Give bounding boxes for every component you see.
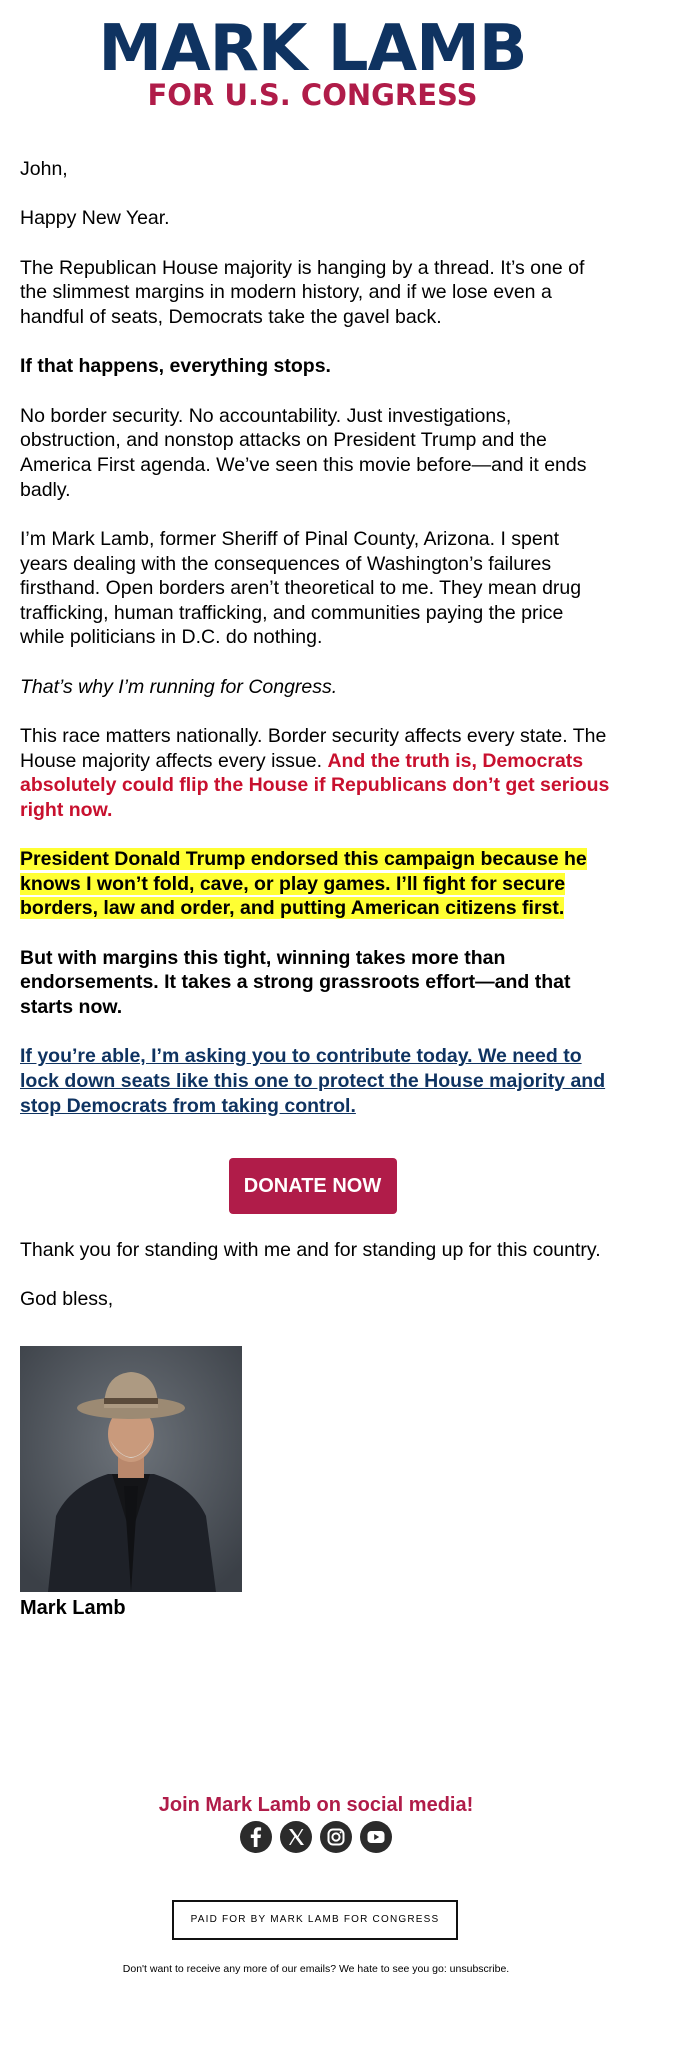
signature-name: Mark Lamb (20, 1597, 126, 1619)
candidate-photo (20, 1346, 242, 1592)
race-matters-text: This race matters nationally. Border security affects every state. The House majority affects every issue. (20, 725, 607, 772)
contribute-link[interactable]: If you’re able, I’m asking you to contribute today. We need to lock down seats like this one to protect the House majority and stop Democrats from taking control. (20, 1045, 606, 1117)
unsubscribe-link[interactable]: unsubscribe. (449, 1963, 510, 1975)
facebook-icon[interactable] (240, 1821, 272, 1853)
endorsement-highlight: President Donald Trump endorsed this campaign because he knows I won’t fold, cave, or play games. I’ll fight for secure borders, law and order, and putting American citizens first. (20, 848, 587, 920)
email-body (20, 157, 610, 1143)
signoff-line: God bless, (20, 1288, 114, 1311)
paragraph-border-security: No border security. No accountability. Just investigations, obstruction, and nonstop attacks on President Trump and the America First agenda. We’ve seen this movie before—and it ends badly. (20, 404, 587, 501)
paragraph-race-matters (20, 724, 610, 822)
unsubscribe-line (0, 1963, 632, 1975)
paragraph-endorsement (20, 847, 610, 921)
paragraph-majority: The Republican House majority is hanging by a thread. It’s one of the slimmest margins in modern history, and if we lose even a handful of seats, Democrats take the gavel back. (20, 256, 585, 328)
thanks-line: Thank you for standing with me and for standing up for this country. (20, 1239, 601, 1261)
instagram-icon[interactable] (320, 1821, 352, 1853)
paragraph-sheriff: I’m Mark Lamb, former Sheriff of Pinal County, Arizona. I spent years dealing with the consequences of Washington’s failures firsthand. Open borders aren’t theoretical to me. They mean drug trafficking, human trafficking, and communities paying the price while politicians in D.C. do nothing. (20, 527, 582, 649)
new-year-line: Happy New Year. (20, 207, 170, 230)
logo-name: MARK LAMB (98, 12, 527, 86)
paragraph-running: That’s why I’m running for Congress. (20, 675, 338, 698)
unsubscribe-text: Don't want to receive any more of our emails? We hate to see you go: (122, 1963, 450, 1975)
race-matters-warning: And the truth is, Democrats absolutely could flip the House if Republicans don’t get serious right now. (20, 749, 610, 821)
x-icon[interactable] (280, 1821, 312, 1853)
closing (20, 1238, 620, 1337)
paragraph-grassroots: But with margins this tight, winning takes more than endorsements. It takes a strong grassroots effort—and that starts now. (20, 946, 571, 1019)
donate-button[interactable]: DONATE NOW (229, 1158, 397, 1214)
social-title: Join Mark Lamb on social media! (158, 1794, 474, 1816)
campaign-logo (0, 12, 625, 112)
paid-for-disclaimer: PAID FOR BY MARK LAMB FOR CONGRESS (172, 1900, 458, 1940)
greeting: John, (20, 158, 68, 180)
social-links (0, 1821, 632, 1853)
paragraph-contribute (20, 1044, 610, 1118)
candidate-photo-illustration (20, 1346, 242, 1592)
logo-tagline: FOR U.S. CONGRESS (147, 78, 478, 112)
youtube-icon[interactable] (360, 1821, 392, 1853)
paragraph-everything-stops: If that happens, everything stops. (20, 355, 331, 378)
donate-container (0, 1158, 625, 1214)
